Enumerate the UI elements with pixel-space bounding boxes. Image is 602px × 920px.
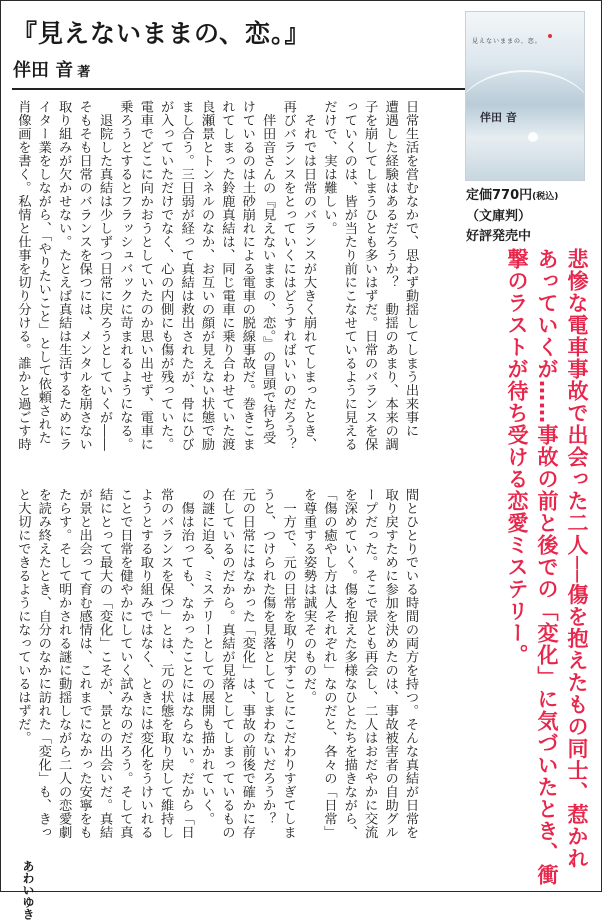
review-line: の謎に迫る、ミステリーとしての展開も描かれていく。 [199,488,214,826]
price-row [466,186,558,207]
review-line: まし合う。三日弱が経って真結は救出されたが、骨にひび [178,100,194,451]
review-line: 傷は治っても、なかったことにはならない。だから「日 [178,488,194,839]
review-line: だけで、実は難しい。 [321,100,337,235]
reviewer-name: あわいゆき [21,860,35,920]
review-line: ことで日常を健やかにしていく試みなのだろう。そして真 [117,488,133,839]
review-line: 常のバランスを保つ」とは、元の状態を取り戻して維持し [158,488,174,839]
review-line: を深めていく。傷を抱えた多様なひとたちを描きながら、 [341,488,357,839]
review-line: 肖像画を書く。私情と仕事を切り分ける。誰かと過ごす時 [15,100,31,451]
cover-red-dot [548,34,552,38]
review-line: れてしまった鈴鹿真結は、同じ電車に乗り合わせていた渡 [219,100,235,451]
cover-title: 見えないままの、恋。 [472,38,542,45]
review-line: 電車でどこに向かおうとしていたのか思い出せず、電車に [137,100,153,451]
book-author [13,56,90,82]
headline-line: 悲惨な電車事故で出会った二人──傷を抱えたもの同士、惹かれ [565,248,589,870]
review-line: けているのは土砂崩れによる電車の脱線事故だ。巻きこま [239,100,255,451]
book-cover-image [466,12,584,180]
review-line: 取り組みが欠かせない。たとえば真結は生活するためにラ [56,100,72,451]
review-line: 在しているのだから。真結が見落としてしまっているもの [219,488,235,839]
review-line: っていくのは、皆が当たり前にこなせているように見える [341,100,357,451]
review-line: うと、つけられた傷を見落としてしまわないだろうか？ [260,488,276,826]
headline-line: あっていくが……事故の前と後での「変化」に気づいたとき、衝 [535,248,559,886]
title-rule [12,88,482,90]
review-line: たらす。そして明かされる謎に動揺しながら二人の恋愛劇 [56,488,72,839]
review-line: 再びバランスをとっていくにはどうすればいいのだろう？ [280,100,296,451]
review-line: ープだった。そこで景とも再会し、二人はおだやかに交流 [362,488,378,839]
review-line: 良瀬景とトンネルのなか、お互いの顔が見えない状態で励 [199,100,214,451]
review-line: 間とひとりでいる時間の両方を持つ。そんな真結が日常を [403,488,418,839]
review-line: を尊重する姿勢は誠実そのものだ。 [301,488,316,704]
review-line: ようとする取り組みではなく、ときには変化をうけいれる [137,488,153,839]
review-line: が入っていただけでなく、心の内側にも傷が残っていた。 [158,100,174,451]
book-title: 『見えないままの、恋。』 [12,19,311,48]
cover-author: 伴田 音 [480,111,517,124]
review-line: 子を崩してしまうひとも多いはずだ。日常のバランスを保 [362,100,378,451]
review-line: イター業をしながら、「やりたいこと」として依頼された [35,100,51,445]
author-name: 伴田 音 [13,60,74,81]
headline-catchcopy [420,248,592,886]
cover-glow [528,132,538,142]
review-line: それでは日常のバランスが大きく崩れてしまったとき、 [301,100,316,451]
release-status: 好評発売中 [466,229,532,244]
review-line: 一方で、元の日常を取り戻すことにこだわりすぎてしま [280,488,296,839]
review-line: 日常生活を営むなかで、思わず動揺してしまう出来事に [403,100,418,438]
review-line: と大切にできるようになっているはずだ。 [15,488,31,745]
price-info [466,186,558,247]
book-format: （文庫判） [466,209,532,224]
review-line: 遭遇した経験はあるだろうか？ 動揺のあまり、本来の調 [382,100,398,451]
review-line: 取り戻すために参加を決めたのは、事故被害者の自助グル [382,488,398,839]
review-line: 元の日常にはなかった「変化」は、事故の前後で確かに存 [239,488,255,839]
review-line: そもそも日常のバランスを保つには、メンタルを崩さない [76,100,92,451]
review-line: 伴田音さんの『見えないままの、恋。』の冒頭で待ち受 [260,100,276,445]
review-line: 乗ろうとするとフラッシュバックに苛まれるようになる。 [117,100,133,451]
review-line: 「傷の癒やし方は人それぞれ」なのだと、各々の「日常」 [321,488,337,839]
price-tax: (税込) [532,192,559,202]
price-value: 定価770円 [466,188,533,203]
review-line: 退院した真結は少しずつ日常に戻ろうとしていくが―― [97,100,112,451]
review-line: を読み終えたとき、自分のなかに訪れた「変化」も、きっ [35,488,51,839]
review-line: が景と出会って育む感情は、これまでになかった安寧をも [76,488,92,839]
review-body [10,100,420,920]
review-line: 結にとって最大の「変化」こそが、景との出会いだ。真結 [97,488,112,839]
headline-line: 撃のラストが待ち受ける恋愛ミステリー。 [505,248,529,666]
author-suffix: 著 [77,65,91,80]
